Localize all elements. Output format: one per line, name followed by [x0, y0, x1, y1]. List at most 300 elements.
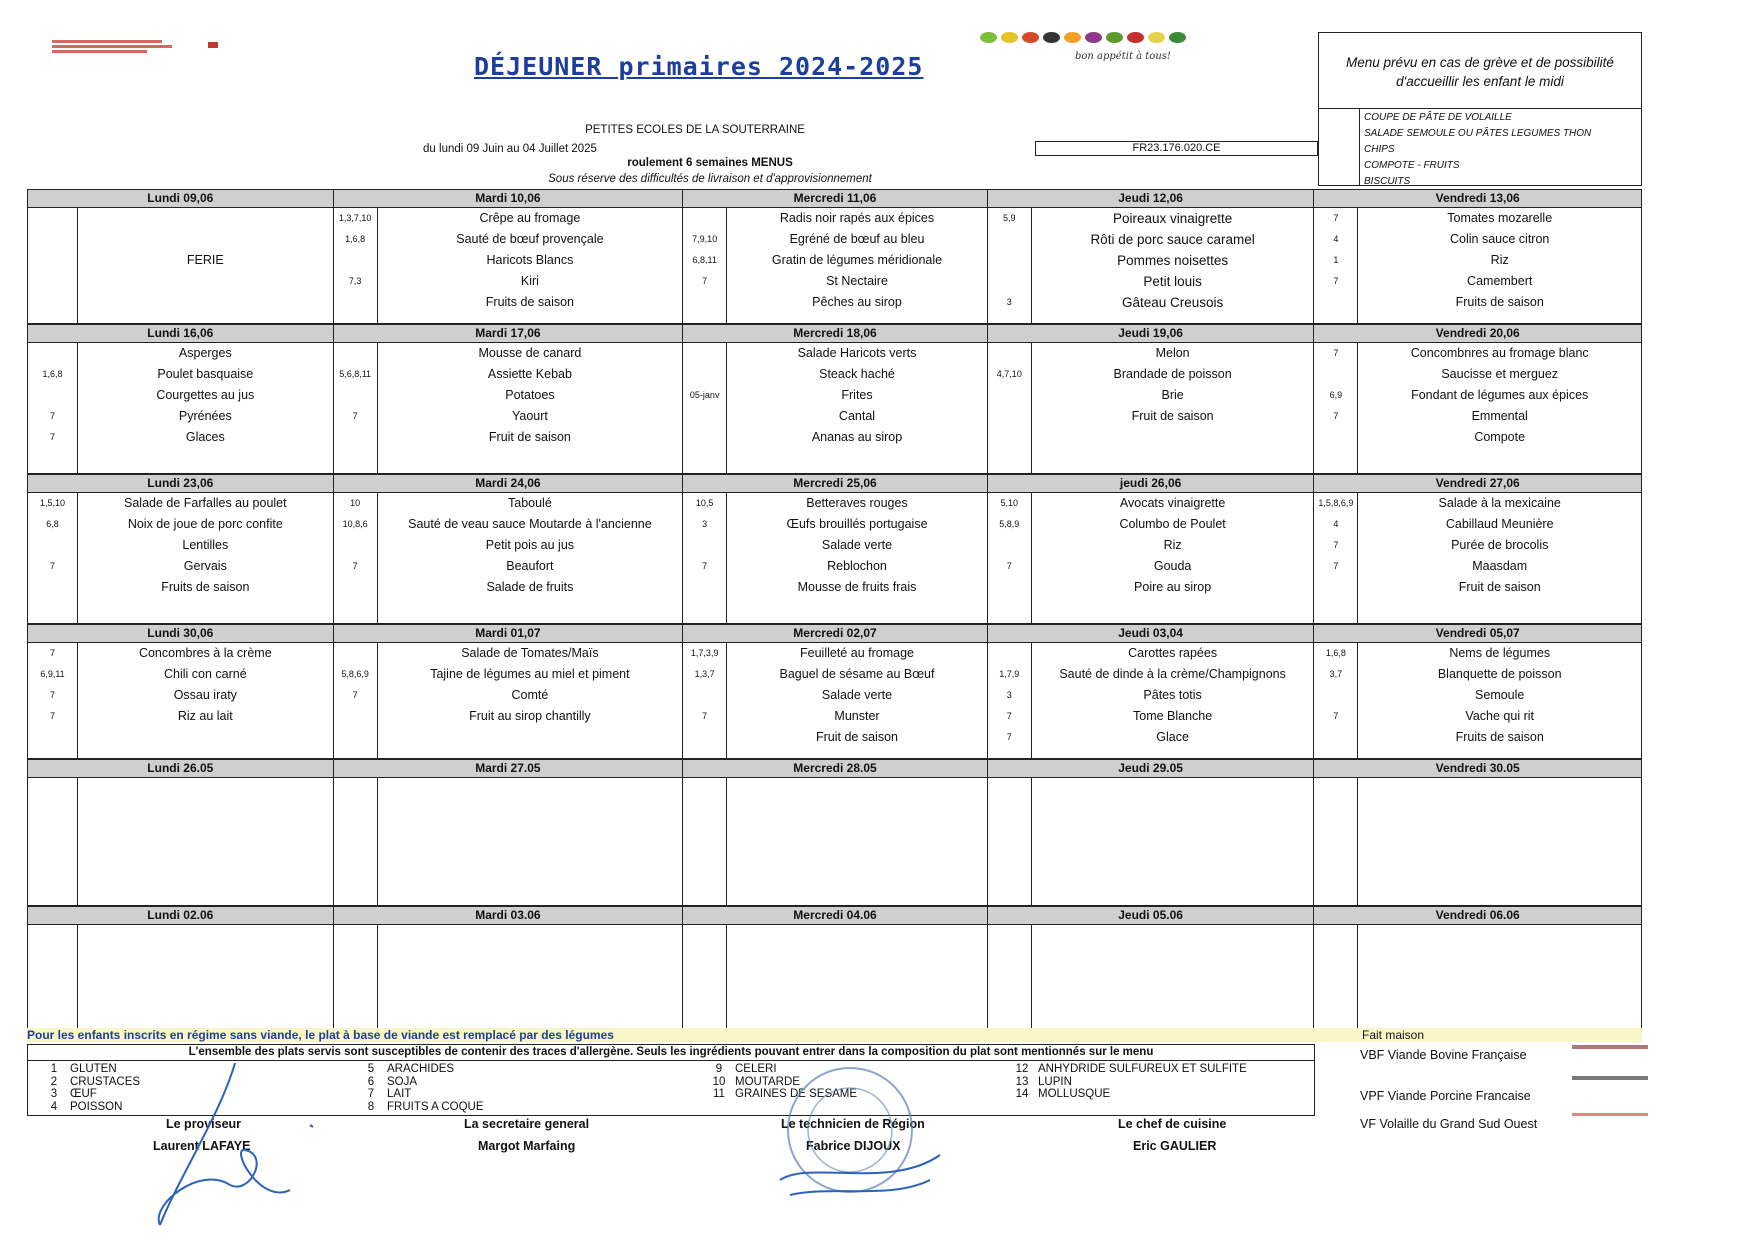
dish-item: Emmental	[1471, 409, 1528, 423]
dish-item: Salade à la mexicaine	[1438, 496, 1561, 510]
day-menu	[682, 925, 987, 1033]
dishes	[1358, 778, 1641, 905]
dish-item: Fruit de saison	[816, 730, 898, 744]
allergen-code: 7	[49, 711, 55, 721]
allergen-codes	[1314, 925, 1358, 1033]
allergen-codes	[28, 208, 78, 323]
dish-item: Riz	[1163, 538, 1182, 552]
allergen-codes	[28, 778, 78, 905]
fait-maison-label: Fait maison	[1362, 1028, 1425, 1042]
dish-item: Colin sauce citron	[1450, 232, 1550, 246]
allergen-code: 5,9	[1003, 213, 1016, 223]
dish-item: Salade Haricots verts	[797, 346, 917, 360]
dishes	[727, 208, 987, 323]
day-menu	[1313, 343, 1641, 473]
dish-item: Fruit de saison	[1131, 409, 1214, 423]
allergen-label: CRUSTACES	[70, 1075, 141, 1088]
strike-menu-list	[1318, 108, 1642, 186]
tagline: bon appétit à tous!	[1075, 51, 1171, 62]
allergen-number: 14	[1015, 1088, 1029, 1100]
dish-item	[1032, 448, 1314, 469]
allergen-code: 7	[702, 561, 708, 571]
allergen-code	[988, 427, 1031, 448]
allergen-label: ŒUF	[70, 1088, 97, 1100]
origin-vbf: VBF Viande Bovine Française	[1360, 1048, 1527, 1062]
day-menu	[682, 778, 987, 905]
dish-item: Munster	[834, 709, 880, 723]
allergen-code	[334, 727, 377, 748]
allergen-codes	[334, 343, 378, 473]
menu-week	[27, 759, 1642, 906]
dish-item: Brie	[1161, 388, 1184, 402]
dish-item: Sauté de dinde à la crème/Champignons	[1059, 667, 1286, 681]
allergen-codes	[1314, 493, 1358, 623]
dishes	[378, 208, 683, 323]
allergen-codes	[683, 643, 727, 758]
dishes	[378, 925, 683, 1033]
signature-proviseur	[140, 1055, 330, 1235]
dish-item	[378, 727, 683, 748]
dishes	[1032, 643, 1314, 758]
allergen-label: POISSON	[70, 1100, 123, 1113]
allergen-code	[988, 385, 1031, 406]
dish-item	[1032, 427, 1314, 448]
allergen-number: 5	[367, 1063, 375, 1075]
origin-vf: VF Volaille du Grand Sud Ouest	[1360, 1117, 1538, 1131]
strike-title-line1: Menu prévu en cas de grève et de possibilité	[1346, 55, 1614, 70]
dish-item: Riz	[1490, 253, 1509, 267]
dish-item: Brandade de poisson	[1113, 367, 1232, 381]
allergen-code	[28, 343, 77, 364]
allergen-code	[1314, 448, 1357, 469]
vegetarian-note	[27, 1028, 1642, 1042]
allergen-code	[334, 535, 377, 556]
allergen-code: 1,3,7,10	[338, 213, 372, 223]
dish-item: Œufs brouillés portugaise	[786, 517, 928, 531]
dish-item: Tomates mozarelle	[1447, 211, 1553, 225]
day-menu	[333, 778, 683, 905]
allergen-codes	[683, 208, 727, 323]
dish-item: Blanquette de poisson	[1437, 667, 1562, 681]
week-header-row	[28, 759, 1641, 778]
day-header: Lundi 02.06	[147, 908, 214, 922]
allergen-number: 2	[50, 1075, 58, 1088]
allergen-label: GRAINES DE SESAME	[735, 1088, 858, 1100]
week-header-row	[28, 324, 1641, 343]
allergen-code: 7	[702, 276, 708, 286]
menu-week	[27, 324, 1642, 474]
school-logo	[52, 38, 177, 56]
dish-item: Petit louis	[1143, 274, 1202, 289]
allergen-code: 6,8	[46, 519, 59, 529]
allergen-note: L'ensemble des plats servis sont susceptibles de contenir des traces d'allergène. Seuls les ingrédients pouvant entrer dans la composition du plat sont mentionnés sur le menu	[28, 1045, 1314, 1061]
dish-item: FERIE	[186, 253, 224, 267]
allergen-code: 1,3,7	[694, 669, 715, 679]
allergen-label: ARACHIDES	[387, 1063, 455, 1075]
allergen-code	[334, 448, 377, 469]
day-header: Mardi 01,07	[333, 625, 683, 642]
allergen-code	[334, 385, 377, 406]
day-menu	[28, 493, 333, 623]
dish-item	[78, 208, 333, 229]
dish-item: Poireaux vinaigrette	[1112, 211, 1233, 226]
dishes	[727, 643, 987, 758]
allergen-column	[1006, 1063, 1247, 1101]
dishes	[727, 493, 987, 623]
vegetarian-note-text: Pour les enfants inscrits en régime sans viande, le plat à base de viande est remplacé par des légumes	[27, 1028, 614, 1042]
allergen-number: 13	[1015, 1075, 1029, 1088]
dishes	[78, 343, 333, 473]
allergen-code: 4	[1333, 234, 1339, 244]
red-mark-icon	[208, 42, 218, 48]
allergen-code	[1314, 577, 1357, 598]
allergen-code	[1314, 685, 1357, 706]
allergen-code	[988, 250, 1031, 271]
day-menu	[682, 493, 987, 623]
allergen-code: 7,9,10	[692, 234, 718, 244]
dishes	[1358, 925, 1641, 1033]
allergen-code: 1,6,8	[1325, 648, 1346, 658]
allergen-code	[683, 448, 726, 469]
allergen-code	[683, 535, 726, 556]
allergen-item	[38, 1101, 140, 1114]
dish-item: Maasdam	[1472, 559, 1528, 573]
dish-item: Kiri	[520, 274, 539, 288]
allergen-number: 10	[712, 1075, 726, 1088]
day-menu	[333, 643, 683, 758]
dish-item: Feuilleté au fromage	[800, 646, 914, 660]
allergen-code: 10,8,6	[342, 519, 368, 529]
day-menu	[987, 778, 1314, 905]
day-header: Jeudi 29.05	[987, 760, 1314, 777]
allergen-code: 5,8,6,9	[341, 669, 369, 679]
dish-item: Salade verte	[821, 538, 893, 552]
dish-item: Riz au lait	[177, 709, 233, 723]
allergen-code	[334, 427, 377, 448]
allergen-item	[38, 1076, 140, 1089]
allergen-code: 4	[1333, 519, 1339, 529]
day-header: Vendredi 27,06	[1313, 475, 1641, 492]
allergen-code: 7	[49, 432, 55, 442]
allergen-label: MOLLUSQUE	[1038, 1088, 1111, 1100]
day-menu	[28, 208, 333, 323]
dish-item: Noix de joue de porc confite	[127, 517, 283, 531]
dishes	[78, 778, 333, 905]
dish-item: St Nectaire	[826, 274, 888, 288]
dish-item: Petit pois au jus	[485, 538, 575, 552]
allergen-code	[28, 271, 77, 292]
dish-item: Gouda	[1153, 559, 1192, 573]
allergen-code	[334, 343, 377, 364]
dishes	[1032, 493, 1314, 623]
dish-item: Gratin de légumes méridionale	[771, 253, 943, 267]
dish-item	[78, 448, 333, 469]
period: du lundi 09 Juin au 04 Juillet 2025	[423, 143, 597, 155]
dish-item: Poire au sirop	[1134, 580, 1212, 594]
dish-item: Courgettes au jus	[156, 388, 255, 402]
allergen-code	[683, 427, 726, 448]
day-header: Vendredi 05,07	[1313, 625, 1641, 642]
dish-item	[78, 292, 333, 313]
allergen-code	[683, 406, 726, 427]
dishes	[727, 778, 987, 905]
allergen-codes	[334, 643, 378, 758]
allergen-codes	[988, 208, 1032, 323]
allergen-codes	[334, 493, 378, 623]
allergen-code: 1,5,10	[39, 498, 66, 508]
allergen-code: 1,6,8	[42, 369, 63, 379]
allergen-code	[683, 598, 726, 619]
allergen-codes	[1314, 643, 1358, 758]
dish-item: Tajine de légumes au miel et piment	[430, 667, 630, 681]
allergen-code: 1,6,8	[345, 234, 366, 244]
dishes	[1032, 208, 1314, 323]
dish-item: Mousse de fruits frais	[797, 580, 917, 594]
allergen-code	[1314, 427, 1357, 448]
dishes	[1358, 343, 1641, 473]
day-menu	[987, 343, 1314, 473]
allergen-code	[28, 292, 77, 313]
dish-item	[78, 229, 333, 250]
dish-item	[378, 598, 683, 619]
day-menu	[1313, 778, 1641, 905]
allergen-code	[988, 598, 1031, 619]
week-header-row	[28, 906, 1641, 925]
allergen-code	[28, 208, 77, 229]
day-header: Lundi 16,06	[147, 326, 214, 340]
day-header: Mercredi 28.05	[682, 760, 987, 777]
allergen-number: 7	[367, 1088, 375, 1100]
allergen-code	[28, 535, 77, 556]
day-menu	[987, 925, 1314, 1033]
day-menu	[333, 493, 683, 623]
allergen-code: 7	[49, 411, 55, 421]
allergen-codes	[28, 493, 78, 623]
day-header: Lundi 30,06	[147, 626, 214, 640]
allergen-code: 1,7,3,9	[690, 648, 719, 658]
week-header-row	[28, 189, 1641, 208]
day-menu	[682, 643, 987, 758]
menu-week	[27, 189, 1642, 324]
dishes	[378, 778, 683, 905]
allergen-code: 5,10	[1000, 498, 1019, 508]
allergen-code: 7	[702, 711, 708, 721]
dishes	[1358, 493, 1641, 623]
dish-item: Taboulé	[508, 496, 552, 510]
dish-item: Potatoes	[505, 388, 555, 402]
dish-item: Assiette Kebab	[487, 367, 572, 381]
allergen-code	[28, 577, 77, 598]
dish-item: Yaourt	[511, 409, 548, 423]
dish-item: Sauté de bœuf provençale	[456, 232, 604, 246]
allergen-codes	[683, 343, 727, 473]
dish-item: Ossau iraty	[173, 688, 237, 702]
dishes	[378, 343, 683, 473]
dish-item: Glaces	[185, 430, 225, 444]
allergen-code: 7	[1333, 348, 1339, 358]
allergen-code: 7	[1333, 411, 1339, 421]
allergen-codes	[1314, 778, 1358, 905]
dishes	[1032, 778, 1314, 905]
dish-item: Melon	[1155, 346, 1190, 360]
strike-item: CHIPS	[1364, 144, 1395, 155]
allergen-code: 7	[1006, 561, 1012, 571]
signatory-role: Le technicien de Région	[781, 1117, 925, 1131]
dish-item: Salade de Tomates/Maïs	[461, 646, 599, 660]
menu-week	[27, 906, 1642, 1034]
allergen-number: 8	[367, 1100, 375, 1113]
dish-item	[78, 598, 333, 619]
dish-item: Camembert	[1467, 274, 1533, 288]
dishes	[78, 208, 333, 323]
day-header: Mardi 17,06	[333, 325, 683, 342]
dish-item: Salade verte	[821, 688, 893, 702]
allergen-codes	[334, 208, 378, 323]
allergen-code: 7,3	[348, 276, 362, 286]
allergen-codes	[988, 925, 1032, 1033]
allergen-code: 7	[1333, 540, 1339, 550]
dish-item: Pyrénées	[178, 409, 232, 423]
official-stamp	[770, 1060, 950, 1210]
dish-item: Fruit au sirop chantilly	[469, 709, 591, 723]
dish-item: Avocats vinaigrette	[1119, 496, 1226, 510]
allergen-label: CELERI	[735, 1063, 777, 1075]
allergen-code: 3	[702, 519, 708, 529]
allergen-label: ANHYDRIDE SULFUREUX ET SULFITE	[1038, 1063, 1247, 1075]
strike-item: COMPOTE - FRUITS	[1364, 160, 1460, 171]
dish-item: Comté	[511, 688, 549, 702]
day-header: Mercredi 11,06	[682, 190, 987, 207]
dishes	[378, 493, 683, 623]
day-menu	[1313, 925, 1641, 1033]
day-header: Vendredi 06.06	[1313, 907, 1641, 924]
signatory-name: Eric GAULIER	[1133, 1139, 1217, 1153]
dish-item: Beaufort	[506, 559, 554, 573]
dish-item: Compote	[1474, 430, 1526, 444]
day-menu	[987, 493, 1314, 623]
allergen-label: FRUITS A COQUE	[387, 1100, 484, 1113]
signatory-role: La secretaire general	[464, 1117, 590, 1131]
allergen-code	[988, 448, 1031, 469]
dish-item: Vache qui rit	[1465, 709, 1534, 723]
dishes	[78, 493, 333, 623]
allergen-item	[1006, 1088, 1247, 1101]
allergen-code: 7	[352, 411, 358, 421]
allergen-codes	[988, 643, 1032, 758]
allergen-code	[683, 577, 726, 598]
allergen-code: 7	[1006, 732, 1012, 742]
dishes	[727, 343, 987, 473]
reserve-note: Sous réserve des difficultés de livraison et d'approvisionnement	[548, 173, 872, 185]
allergen-codes	[988, 493, 1032, 623]
vbf-logo	[1572, 1045, 1648, 1049]
allergen-item	[38, 1063, 140, 1076]
day-header: Jeudi 03,04	[987, 625, 1314, 642]
allergen-code: 10,5	[695, 498, 714, 508]
day-header: jeudi 26,06	[987, 475, 1314, 492]
dish-item	[1032, 598, 1314, 619]
dish-item: Steack haché	[819, 367, 895, 381]
day-menu	[1313, 208, 1641, 323]
allergen-label: GLUTEN	[70, 1063, 117, 1075]
allergen-code: 3,7	[1329, 669, 1343, 679]
allergen-code	[1314, 364, 1357, 385]
dish-item	[78, 271, 333, 292]
allergen-codes	[334, 925, 378, 1033]
dish-item: Concombnres au fromage blanc	[1410, 346, 1589, 360]
allergen-codes	[28, 643, 78, 758]
page-title: DÉJEUNER primaires 2024-2025	[474, 52, 924, 81]
signatory-role: Le chef de cuisine	[1118, 1117, 1227, 1131]
allergen-codes	[683, 778, 727, 905]
week-header-row	[28, 624, 1641, 643]
allergen-label: MOUTARDE	[735, 1075, 800, 1088]
dish-item: Fruits de saison	[1455, 730, 1544, 744]
allergen-code	[988, 229, 1031, 250]
allergen-code: 7	[352, 690, 358, 700]
dishes	[1358, 208, 1641, 323]
allergen-code	[334, 292, 377, 313]
allergen-number: 6	[367, 1075, 375, 1088]
rotation: roulement 6 semaines MENUS	[627, 157, 793, 169]
allergen-code: 1,5,8,6,9	[1318, 498, 1354, 508]
dish-item: Betteraves rouges	[806, 496, 908, 510]
allergen-code: 7	[352, 561, 358, 571]
vpf-logo	[1572, 1076, 1648, 1080]
allergen-codes	[28, 343, 78, 473]
allergen-column	[38, 1063, 140, 1113]
school-name: PETITES ECOLES DE LA SOUTERRAINE	[585, 124, 805, 136]
dish-item: Fondant de légumes aux épices	[1411, 388, 1589, 402]
dishes	[78, 643, 333, 758]
dish-item: Baguel de sésame au Bœuf	[779, 667, 935, 681]
day-menu	[333, 343, 683, 473]
allergen-label: LAIT	[387, 1088, 412, 1100]
dish-item: Cabillaud Meunière	[1445, 517, 1554, 531]
allergen-code: 05-janv	[689, 390, 720, 400]
allergen-code: 7	[1333, 561, 1339, 571]
dishes	[1358, 643, 1641, 758]
strike-menu-title	[1318, 32, 1642, 109]
dishes	[78, 925, 333, 1033]
day-header: Mercredi 04.06	[682, 907, 987, 924]
dish-item	[78, 727, 333, 748]
day-menu	[333, 925, 683, 1033]
allergen-code: 5,8,9	[999, 519, 1020, 529]
allergen-code	[988, 343, 1031, 364]
dish-item: Gâteau Creusois	[1121, 295, 1224, 310]
allergen-code: 7	[49, 561, 55, 571]
allergen-code: 3	[1006, 297, 1012, 307]
allergen-item	[1006, 1076, 1247, 1089]
allergen-code: 10	[350, 498, 361, 508]
dish-item: Nems de légumes	[1449, 646, 1551, 660]
allergen-code	[683, 727, 726, 748]
dish-item: Rôti de porc sauce caramel	[1090, 232, 1255, 247]
dishes	[727, 925, 987, 1033]
dish-item: Fruits de saison	[485, 295, 575, 309]
dish-item: Glace	[1156, 730, 1189, 744]
allergen-code	[334, 706, 377, 727]
day-header: Jeudi 05.06	[987, 907, 1314, 924]
strike-item: COUPE DE PÂTE DE VOLAILLE	[1364, 112, 1512, 123]
allergen-code	[988, 271, 1031, 292]
strike-item: SALADE SEMOULE OU PÂTES LEGUMES THON	[1364, 128, 1592, 139]
dish-item	[727, 598, 987, 619]
allergen-code: 1,7,9	[999, 669, 1020, 679]
dish-item: Salade de Farfalles au poulet	[124, 496, 287, 510]
day-header: Jeudi 12,06	[987, 190, 1314, 207]
